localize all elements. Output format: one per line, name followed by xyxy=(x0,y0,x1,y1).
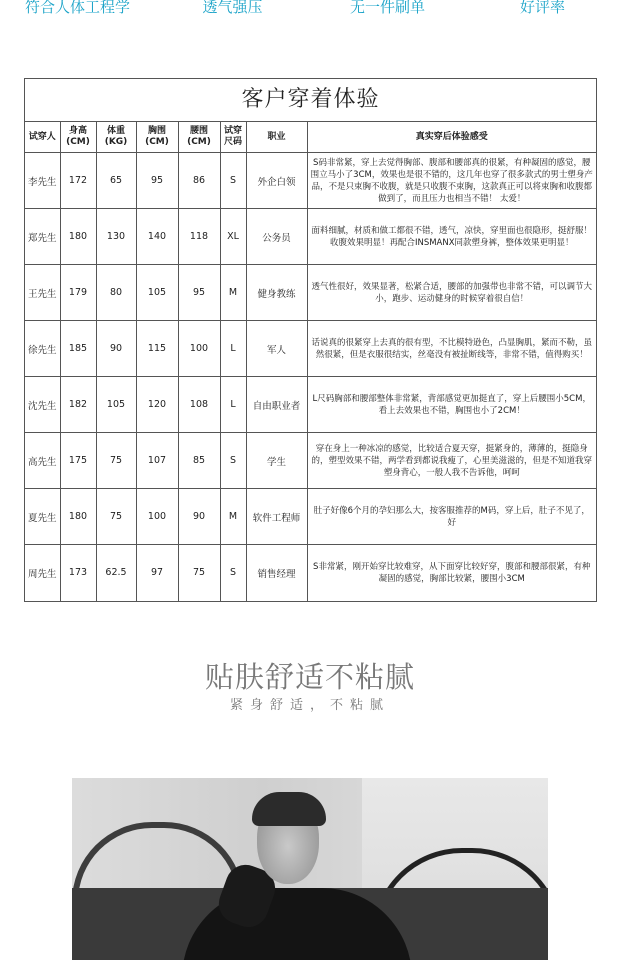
occupation-cell: 销售经理 xyxy=(246,545,307,601)
table-row xyxy=(25,377,596,433)
waist-cell: 95 xyxy=(178,265,220,321)
experience-cell: 穿在身上一种冰凉的感觉，比较适合夏天穿，挺紧身的，薄薄的，挺隐身的，塑型效果不错，两学看到都说我瘦了，心里美滋滋的，但是不知道我穿塑身背心，一般人我不告诉他，呵呵 xyxy=(307,433,596,489)
height-cell: 185 xyxy=(60,321,96,377)
tester-name-cell: 高先生 xyxy=(25,433,60,489)
height-cell: 182 xyxy=(60,377,96,433)
chest-cell: 107 xyxy=(136,433,178,489)
experience-cell: S非常紧，刚开始穿比较难穿，从下面穿比较好穿，腹部和腰部很紧，有种凝固的感觉，胸部比较紧，腰围小3CM xyxy=(307,545,596,601)
size-cell: L xyxy=(220,321,246,377)
feature-bottom-text: 好评率 xyxy=(519,0,565,16)
table-row xyxy=(25,321,596,377)
tester-name-cell: 徐先生 xyxy=(25,321,60,377)
table-row xyxy=(25,153,596,209)
table-row xyxy=(25,433,596,489)
weight-cell: 75 xyxy=(96,433,136,489)
header-cell: 试穿尺码 xyxy=(220,122,246,153)
header-cell: 真实穿后体验感受 xyxy=(307,122,596,153)
occupation-cell: 外企白领 xyxy=(246,153,307,209)
section-headline: 贴肤舒适不粘腻 xyxy=(204,660,415,694)
header-cell: 体重(KG) xyxy=(96,122,136,153)
weight-cell: 65 xyxy=(96,153,136,209)
experience-cell: S码非常紧，穿上去觉得胸部、腹部和腰部真的很紧，有种凝固的感觉，腰围立马小了3CM，效果也是很不错的，这几年也穿了很多款式的男士塑身产品，不是只束胸不收腹，就是只收腹不束胸，这款真正可以将束胸和收腹都做到了，而且压力也相当不错！ 太爱！ xyxy=(307,153,596,209)
tester-name-cell: 李先生 xyxy=(25,153,60,209)
weight-cell: 62.5 xyxy=(96,545,136,601)
occupation-cell: 公务员 xyxy=(246,209,307,265)
feature-item xyxy=(468,0,618,16)
waist-cell: 108 xyxy=(178,377,220,433)
chest-cell: 120 xyxy=(136,377,178,433)
height-cell: 172 xyxy=(60,153,96,209)
size-cell: M xyxy=(220,265,246,321)
table-row xyxy=(25,209,596,265)
size-cell: L xyxy=(220,377,246,433)
feature-item xyxy=(313,0,463,16)
occupation-cell: 军人 xyxy=(246,321,307,377)
feature-item xyxy=(3,0,153,16)
experience-grid xyxy=(25,122,596,601)
height-cell: 175 xyxy=(60,433,96,489)
occupation-cell: 自由职业者 xyxy=(246,377,307,433)
model-photo xyxy=(72,778,548,960)
weight-cell: 75 xyxy=(96,489,136,545)
weight-cell: 80 xyxy=(96,265,136,321)
occupation-cell: 软件工程师 xyxy=(246,489,307,545)
experience-table xyxy=(24,78,597,602)
waist-cell: 86 xyxy=(178,153,220,209)
tester-name-cell: 周先生 xyxy=(25,545,60,601)
feature-bottom-text: 符合人体工程学 xyxy=(24,0,130,16)
occupation-cell: 健身教练 xyxy=(246,265,307,321)
section-subline: 紧身舒适，不粘腻 xyxy=(229,698,390,713)
height-cell: 180 xyxy=(60,209,96,265)
waist-cell: 75 xyxy=(178,545,220,601)
waist-cell: 85 xyxy=(178,433,220,489)
header-cell: 身高(CM) xyxy=(60,122,96,153)
size-cell: S xyxy=(220,545,246,601)
header-row xyxy=(25,122,596,153)
size-cell: S xyxy=(220,433,246,489)
chest-cell: 95 xyxy=(136,153,178,209)
feature-bottom-text: 无一件刷单 xyxy=(349,0,425,16)
table-row xyxy=(25,265,596,321)
weight-cell: 130 xyxy=(96,209,136,265)
waist-cell: 100 xyxy=(178,321,220,377)
table-row xyxy=(25,545,596,601)
chest-cell: 100 xyxy=(136,489,178,545)
chest-cell: 105 xyxy=(136,265,178,321)
occupation-cell: 学生 xyxy=(246,433,307,489)
tester-name-cell: 沈先生 xyxy=(25,377,60,433)
experience-cell: 透气性很好，效果显著，松紧合适，腰部的加强带也非常不错，可以调节大小，跑步、运动健身的时候穿着很自信！ xyxy=(307,265,596,321)
chest-cell: 140 xyxy=(136,209,178,265)
feature-strip xyxy=(0,0,620,40)
tester-name-cell: 王先生 xyxy=(25,265,60,321)
table-row xyxy=(25,489,596,545)
height-cell: 180 xyxy=(60,489,96,545)
experience-cell: 话说真的很紧穿上去真的很有型，不比模特逊色，凸显胸肌，紧而不勒，虽然很紧，但是衣服很结实，丝毫没有被扯断线等，非常不错，值得购买！ xyxy=(307,321,596,377)
tester-name-cell: 夏先生 xyxy=(25,489,60,545)
height-cell: 179 xyxy=(60,265,96,321)
experience-cell: 面料细腻，材质和做工都很不错，透气，凉快，穿里面也很隐形，挺舒服！收腹效果明显！再配合INSMANX同款塑身裤，整体效果更明显！ xyxy=(307,209,596,265)
chest-cell: 97 xyxy=(136,545,178,601)
weight-cell: 90 xyxy=(96,321,136,377)
feature-bottom-text: 透气强压 xyxy=(202,0,263,16)
header-cell: 腰围(CM) xyxy=(178,122,220,153)
weight-cell: 105 xyxy=(96,377,136,433)
experience-cell: 肚子好像6个月的孕妇那么大，按客服推荐的M码，穿上后，肚子不见了，好 xyxy=(307,489,596,545)
feature-item xyxy=(158,0,308,16)
size-cell: M xyxy=(220,489,246,545)
tester-name-cell: 郑先生 xyxy=(25,209,60,265)
header-cell: 胸围(CM) xyxy=(136,122,178,153)
experience-cell: L尺码胸部和腰部整体非常紧，背部感觉更加挺直了，穿上后腰围小5CM，看上去效果也不错，胸围也小了2CM！ xyxy=(307,377,596,433)
height-cell: 173 xyxy=(60,545,96,601)
chest-cell: 115 xyxy=(136,321,178,377)
size-cell: S xyxy=(220,153,246,209)
header-cell: 试穿人 xyxy=(25,122,60,153)
header-cell: 职业 xyxy=(246,122,307,153)
waist-cell: 90 xyxy=(178,489,220,545)
size-cell: XL xyxy=(220,209,246,265)
table-title: 客户穿着体验 xyxy=(25,79,596,122)
waist-cell: 118 xyxy=(178,209,220,265)
